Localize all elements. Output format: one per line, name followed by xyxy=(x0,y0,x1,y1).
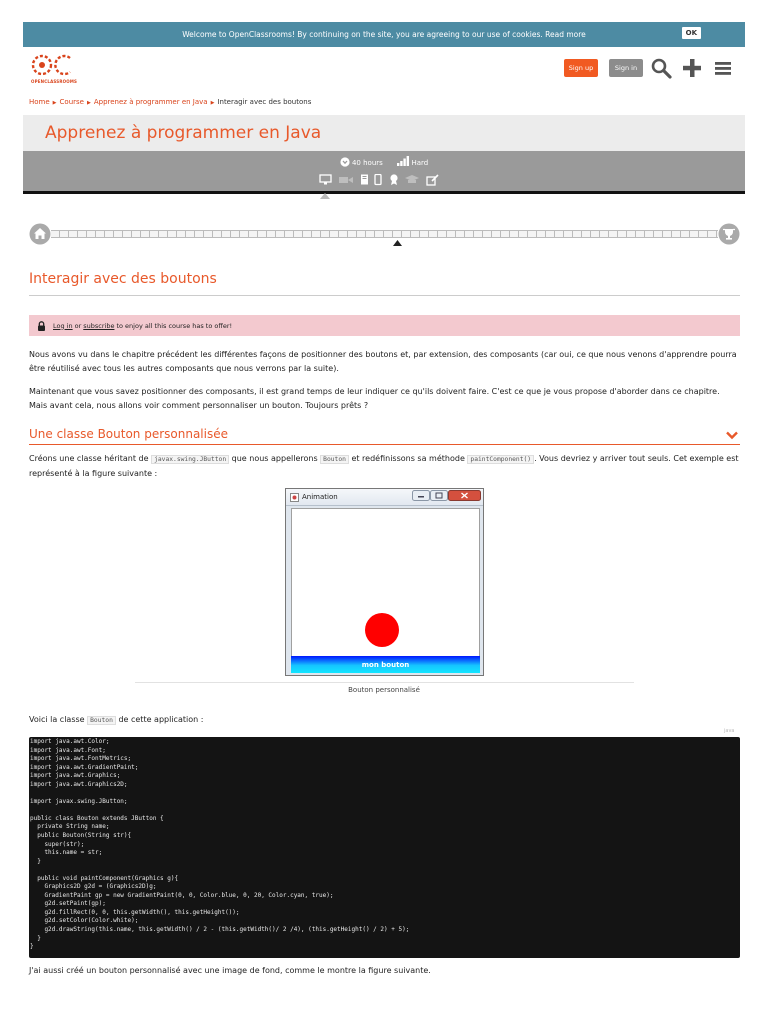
exercise-icon xyxy=(427,175,438,185)
text-segment: que nous appellerons xyxy=(231,454,318,463)
inline-code-bouton: Bouton xyxy=(320,455,349,464)
course-media-types xyxy=(23,174,745,188)
caption-divider xyxy=(135,682,634,683)
chapter-divider xyxy=(29,295,740,296)
document-icon xyxy=(361,175,368,185)
plus-icon[interactable] xyxy=(681,57,703,79)
code-block[interactable]: import java.awt.Color; import java.awt.Font; import java.awt.FontMetrics; import java.awt.GradientPaint; import java.awt.Graphics; import java.awt.Graphics2D; import javax.swing.JButton; public class Bouton extends JButton { private String name; public Bouton(String str){ super(str); this.name = str; } public void paintComponent(Graphics g){ Graphics2D g2d = (Graphics2D)g; GradientPaint gp = new GradientPaint(0, 0, Color.blue, 0, 20, Color.cyan, true); g2d.setPaint(gp); g2d.fillRect(0, 0, this.getWidth(), this.getHeight()); g2d.setColor(Color.white); g2d.drawString(this.name, this.getWidth() / 2 - (this.getWidth()/ 2 /4), (this.getHeight() / 2) + 5); } } xyxy=(29,737,740,958)
signin-button[interactable]: Sign in xyxy=(609,59,643,77)
position-indicator-icon xyxy=(320,193,330,199)
text-segment: Voici la classe xyxy=(29,715,85,724)
breadcrumb xyxy=(29,98,311,106)
home-icon[interactable] xyxy=(29,223,51,245)
intro-paragraph-2: Maintenant que vous savez positionner des composants, il est grand temps de leur indiquer ce qu'ils doivent faire. C'est ce que je vous propose d'aborder dans ce chapitre. Mais avant cela, nous allons voir comment personnaliser un bouton. Toujours prêts ? xyxy=(29,387,720,410)
closing-paragraph: J'ai aussi créé un bouton personnalisé avec une image de fond, comme le montre la figure suivante. xyxy=(29,966,431,975)
cookie-banner xyxy=(23,22,745,47)
text-segment: de cette application : xyxy=(118,715,204,724)
media-type-icons xyxy=(319,174,449,186)
login-notice-text: to enjoy all this course has to offer! xyxy=(116,321,233,330)
text-segment: . Vous devriez y arriver tout seuls. Cet exemple est représenté à la figure suivante : xyxy=(29,454,739,478)
course-duration: 40 hours xyxy=(351,159,383,167)
breadcrumb-current: Interagir avec des boutons xyxy=(217,98,312,106)
logo-text: OPENCLASSROOMS xyxy=(31,79,78,84)
chapter-title: Interagir avec des boutons xyxy=(29,271,217,287)
signup-button[interactable]: Sign up xyxy=(564,59,598,77)
login-notice xyxy=(29,315,740,336)
breadcrumb-separator-icon: ▶ xyxy=(52,100,57,106)
code-intro-paragraph xyxy=(29,713,740,728)
maximize-icon xyxy=(431,491,448,501)
screen-icon xyxy=(320,175,331,185)
course-nav-divider xyxy=(23,191,745,194)
section-paragraph xyxy=(29,452,740,481)
window-title: Animation xyxy=(302,493,338,501)
course-progress xyxy=(29,222,740,246)
text-segment: et redéfinissons sa méthode xyxy=(351,454,465,463)
section-title[interactable]: Une classe Bouton personnalisée xyxy=(29,427,228,441)
minimize-icon xyxy=(413,491,430,501)
window-controls xyxy=(412,490,482,502)
subscribe-link[interactable]: subscribe xyxy=(83,321,115,330)
section-divider xyxy=(29,444,740,445)
cookie-text: Welcome to OpenClassrooms! By continuing on the site, you are agreeing to our use of cookies. Read more xyxy=(182,30,586,39)
inline-code-paintcomponent: paintComponent() xyxy=(467,455,534,464)
difficulty-icon xyxy=(397,156,409,166)
figure-window-screenshot xyxy=(285,488,484,676)
video-icon xyxy=(339,177,353,183)
clock-icon xyxy=(340,157,350,167)
menu-icon[interactable] xyxy=(712,57,734,79)
logo-mark-icon xyxy=(28,52,80,80)
red-ball-icon xyxy=(364,612,400,648)
custom-gradient-button: mon bouton xyxy=(291,656,480,673)
inline-code-bouton: Bouton xyxy=(87,716,116,725)
drawing-canvas xyxy=(291,508,480,658)
mobile-icon xyxy=(375,175,381,185)
breadcrumb-home[interactable]: Home xyxy=(29,98,50,106)
code-language-label: java xyxy=(724,728,735,734)
breadcrumb-course[interactable]: Course xyxy=(59,98,84,106)
text-segment: Créons une classe héritant de xyxy=(29,454,149,463)
breadcrumb-separator-icon: ▶ xyxy=(86,100,91,106)
intro-paragraph-1: Nous avons vu dans le chapitre précédent les différentes façons de positionner des boutons et, par extension, des composants (car oui, ce que nous venons d'apprendre pourra être réutilisé avec tous les autres composants que nous verrons par la suite). xyxy=(29,350,737,373)
course-difficulty: Hard xyxy=(411,159,429,167)
login-link[interactable]: Log in xyxy=(53,321,73,330)
course-title-band xyxy=(23,115,745,151)
lock-icon xyxy=(37,321,46,331)
course-title: Apprenez à programmer en Java xyxy=(45,123,322,143)
login-or-text: or xyxy=(74,321,82,330)
site-logo[interactable] xyxy=(28,52,80,84)
search-icon[interactable] xyxy=(650,57,672,79)
graduation-icon xyxy=(405,175,419,183)
inline-code-jbutton: javax.swing.JButton xyxy=(151,455,229,464)
breadcrumb-course-title[interactable]: Apprenez à programmer en Java xyxy=(93,98,208,106)
window-titlebar xyxy=(286,489,483,506)
breadcrumb-separator-icon: ▶ xyxy=(210,100,215,106)
progress-track[interactable] xyxy=(51,230,718,238)
cookie-ok-button[interactable]: OK xyxy=(682,27,701,39)
certificate-icon xyxy=(390,174,397,185)
trophy-icon[interactable] xyxy=(718,223,740,245)
course-info-band xyxy=(23,151,745,192)
site-header xyxy=(23,48,745,88)
current-chapter-marker-icon xyxy=(393,240,402,246)
java-app-icon xyxy=(290,493,299,502)
course-meta xyxy=(23,156,745,167)
figure-caption: Bouton personnalisé xyxy=(348,686,420,694)
chevron-down-icon[interactable] xyxy=(726,431,738,440)
close-icon xyxy=(449,491,481,501)
